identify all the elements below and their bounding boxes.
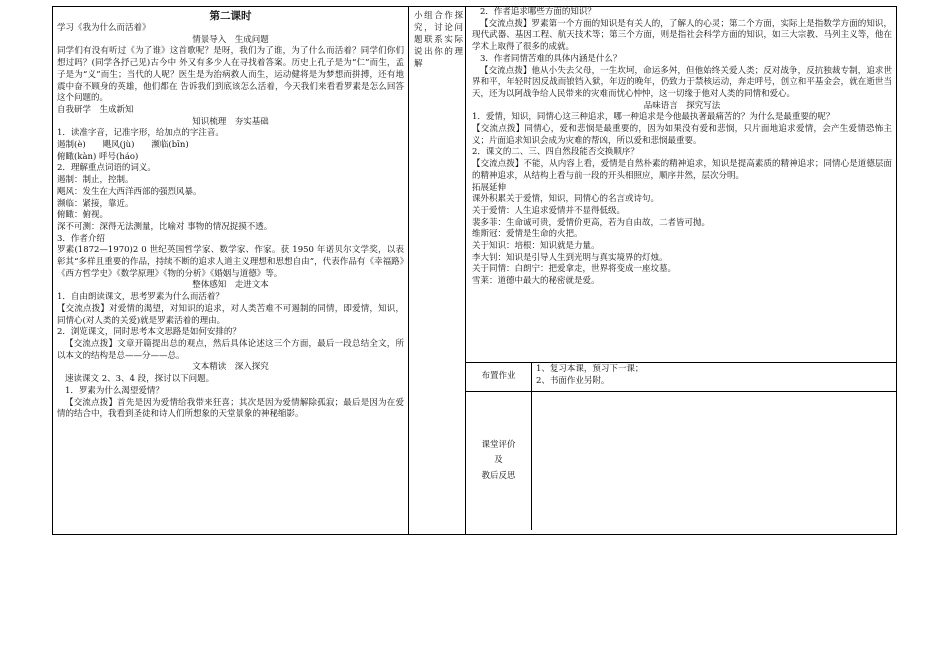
paragraph: 【交流点拨】首先是因为爱情给我带来狂喜；其次是因为爱情解除孤寂；最后是因为在爱情的结合中，我看到圣徒和诗人们所想象的天堂景象的神秘缩影。 — [57, 397, 404, 420]
text-line: 关于爱情：人生追求爱情并不显得低级。 — [472, 205, 626, 216]
homework-item: 1、复习本课，预习下一课； — [536, 364, 644, 374]
text-line: 3．作者同情苦难的具体内涵是什么？ — [480, 53, 622, 64]
lesson-title: 第二课时 — [209, 10, 252, 22]
right-column — [466, 7, 896, 534]
section-heading: 自我研学 生成新知 — [57, 104, 134, 115]
middle-column — [409, 7, 466, 534]
activity-note: 小组合作探究，讨论问题联系实际说出你的理解 — [414, 11, 463, 69]
section-heading: 拓展延伸 — [472, 182, 507, 193]
text-line: 遏制(è) 飓风(jù) 濒临(bīn) — [57, 140, 189, 151]
paragraph: 【交流点拨】文章开篇提出总的观点，然后具体论述这三个方面，最后一段总结全文，所以本文的结构是总——分——总。 — [57, 338, 404, 361]
text-line: 速读课文 2、3、4 段，探讨以下问题。 — [65, 374, 215, 385]
left-column — [53, 7, 409, 534]
paragraph: 【交流点拨】同情心，爱和悲悯是最重要的，因为如果没有爱和悲悯，只片面地追求爱情，会产生爱情恐怖主义；片面追求知识会成为灾难的帮凶，所以爱和悲悯最重要。 — [472, 124, 892, 146]
homework-cell — [532, 363, 897, 392]
text-line: 关于同情：白朗宁：把爱拿走，世界将变成一座坟墓。 — [472, 264, 677, 275]
text-line: 2．作者追求哪些方面的知识？ — [480, 7, 596, 17]
paragraph: 【交流点拨】对爱情的渴望，对知识的追求，对人类苦难不可遏制的同情，即爱情，知识，同情心(对人类的关爱)就是罗素活着的理由。 — [57, 303, 404, 326]
section-heading: 文本精读 深入探究 — [192, 362, 269, 373]
paragraph: 罗素(1872—1970)2 0 世纪英国哲学家、数学家、作家。获 1950 年诺贝尔文学奖，以表彰其“多样且重要的作品，持续不断的追求人道主义理想和思想自由”，代表作品有《幸福路》《西方哲学史》《数学原理》《物的分析》《婚姻与道德》等。 — [57, 245, 404, 279]
text-line: 裴多菲：生命诚可贵，爱情价更高，若为自由故，二者皆可抛。 — [472, 217, 711, 228]
text-line: 维斯冠：爱情是生命的火把。 — [472, 229, 583, 240]
text-line: 课外积累关于爱情，知识，同情心的名言或诗句。 — [472, 194, 660, 205]
text-line: 1．爱情，知识，同情心这三种追求，哪一种追求是今他最执著最痛苦的？为什么是最重要的呢？ — [472, 112, 835, 123]
text-line: 1．罗素为什么渴望爱情？ — [65, 385, 164, 396]
text-line: 俯瞰：俯视。 — [57, 210, 109, 221]
section-heading: 情景导入 生成问题 — [192, 34, 269, 45]
evaluation-cell — [532, 392, 897, 531]
homework-label: 布置作业 — [466, 363, 532, 392]
evaluation-label-line: 教后反思 — [481, 470, 516, 481]
paragraph: 【交流点拨】他从小失去父母，一生坎坷，命运多舛，但他始终关爱人类；反对战争，反抗独裁专制，追求世界和平，年轻时因反战而锒铛入狱，年迈的晚年，仍致力于禁核运动，奔走呼号，创立和平基金会，就在逝世当天，还为以阿战争给人民带来的灾难而忧心忡忡，这一切缘于他对人类的同情和爱心。 — [472, 65, 892, 99]
text-line: 飓风：发生在大西洋西部的强烈风暴。 — [57, 186, 202, 197]
text-line: 1．自由朗读课文，思考罗素为什么而活着？ — [57, 292, 224, 303]
text-line: 深不可测：深得无法测量，比喻对 事物的情况捉摸不透。 — [57, 221, 273, 232]
evaluation-label-line: 课堂评价 — [481, 439, 516, 450]
text-line: 3．作者介绍 — [57, 233, 105, 244]
text-line: 遏制：制止，控制。 — [57, 175, 134, 186]
section-heading: 品味语言 探究写法 — [643, 100, 721, 111]
table-row — [466, 363, 896, 392]
lesson-plan-page — [52, 6, 897, 535]
text-line: 李大钊：知识是引导人生到光明与真实境界的灯烛。 — [472, 252, 668, 263]
text-line: 2．课文的二、三、四自然段能否交换顺序？ — [472, 147, 639, 158]
text-line: 2．浏览课文，同时思考本文思路是如何安排的？ — [57, 327, 241, 338]
summary-table — [466, 363, 896, 530]
text-line: 2．理解重点词语的词义。 — [57, 163, 156, 174]
evaluation-label — [466, 392, 532, 531]
section-heading: 知识梳理 夯实基础 — [192, 116, 269, 127]
paragraph: 同学们有没有听过《为了谁》这首歌呢？是呀，我们为了谁，为了什么而活着？同学们你们想过吗？(同学各抒己见)古今中 外又有多少人在寻找着答案。历史上孔子是为“仁”而生，孟子是为“义”而生；当代的人呢？医生是为治病救人而生，运动健将是为梦想而拼搏，还有地震中奋不顾身的英雄，他们都在 告诉我们到底该怎么活着，今天我们来看看罗素是怎么回答这个问题的。 — [57, 46, 404, 104]
text-line: 关于知识：培根：知识就是力量。 — [472, 241, 600, 252]
text-line: 俯瞰(kàn) 呼号(háo) — [57, 151, 139, 162]
paragraph: 【交流点拨】罗素第一个方面的知识是有关人的，了解人的心灵；第二个方面，实际上是指数学方面的知识，现代武器、基因工程、航天技术等；第三个方面，则是指社会科学方面的知识，如三大宗教、马列主义等，他在学术上取得了很多的成就。 — [472, 18, 892, 53]
text-line: 学习《我为什么而活着》 — [57, 23, 151, 33]
homework-item: 2、书面作业另附。 — [536, 375, 610, 386]
section-heading: 整体感知 走进文本 — [192, 280, 269, 291]
table-row — [466, 392, 896, 531]
text-line: 濒临：紧接，靠近。 — [57, 198, 134, 209]
right-content — [466, 7, 896, 363]
paragraph: 【交流点拨】不能，从内容上看，爱情是自然朴素的精神追求，知识是提高素质的精神追求；同情心是道德层面的精神追求，从结构上看与前一段的开头相照应，顺序井然，层次分明。 — [472, 159, 892, 181]
text-line: 雪莱：道德中最大的秘密就是爱。 — [472, 276, 600, 287]
evaluation-label-line: 及 — [494, 455, 503, 466]
text-line: 1．读准字音，记准字形，给加点的字注音。 — [57, 128, 224, 139]
